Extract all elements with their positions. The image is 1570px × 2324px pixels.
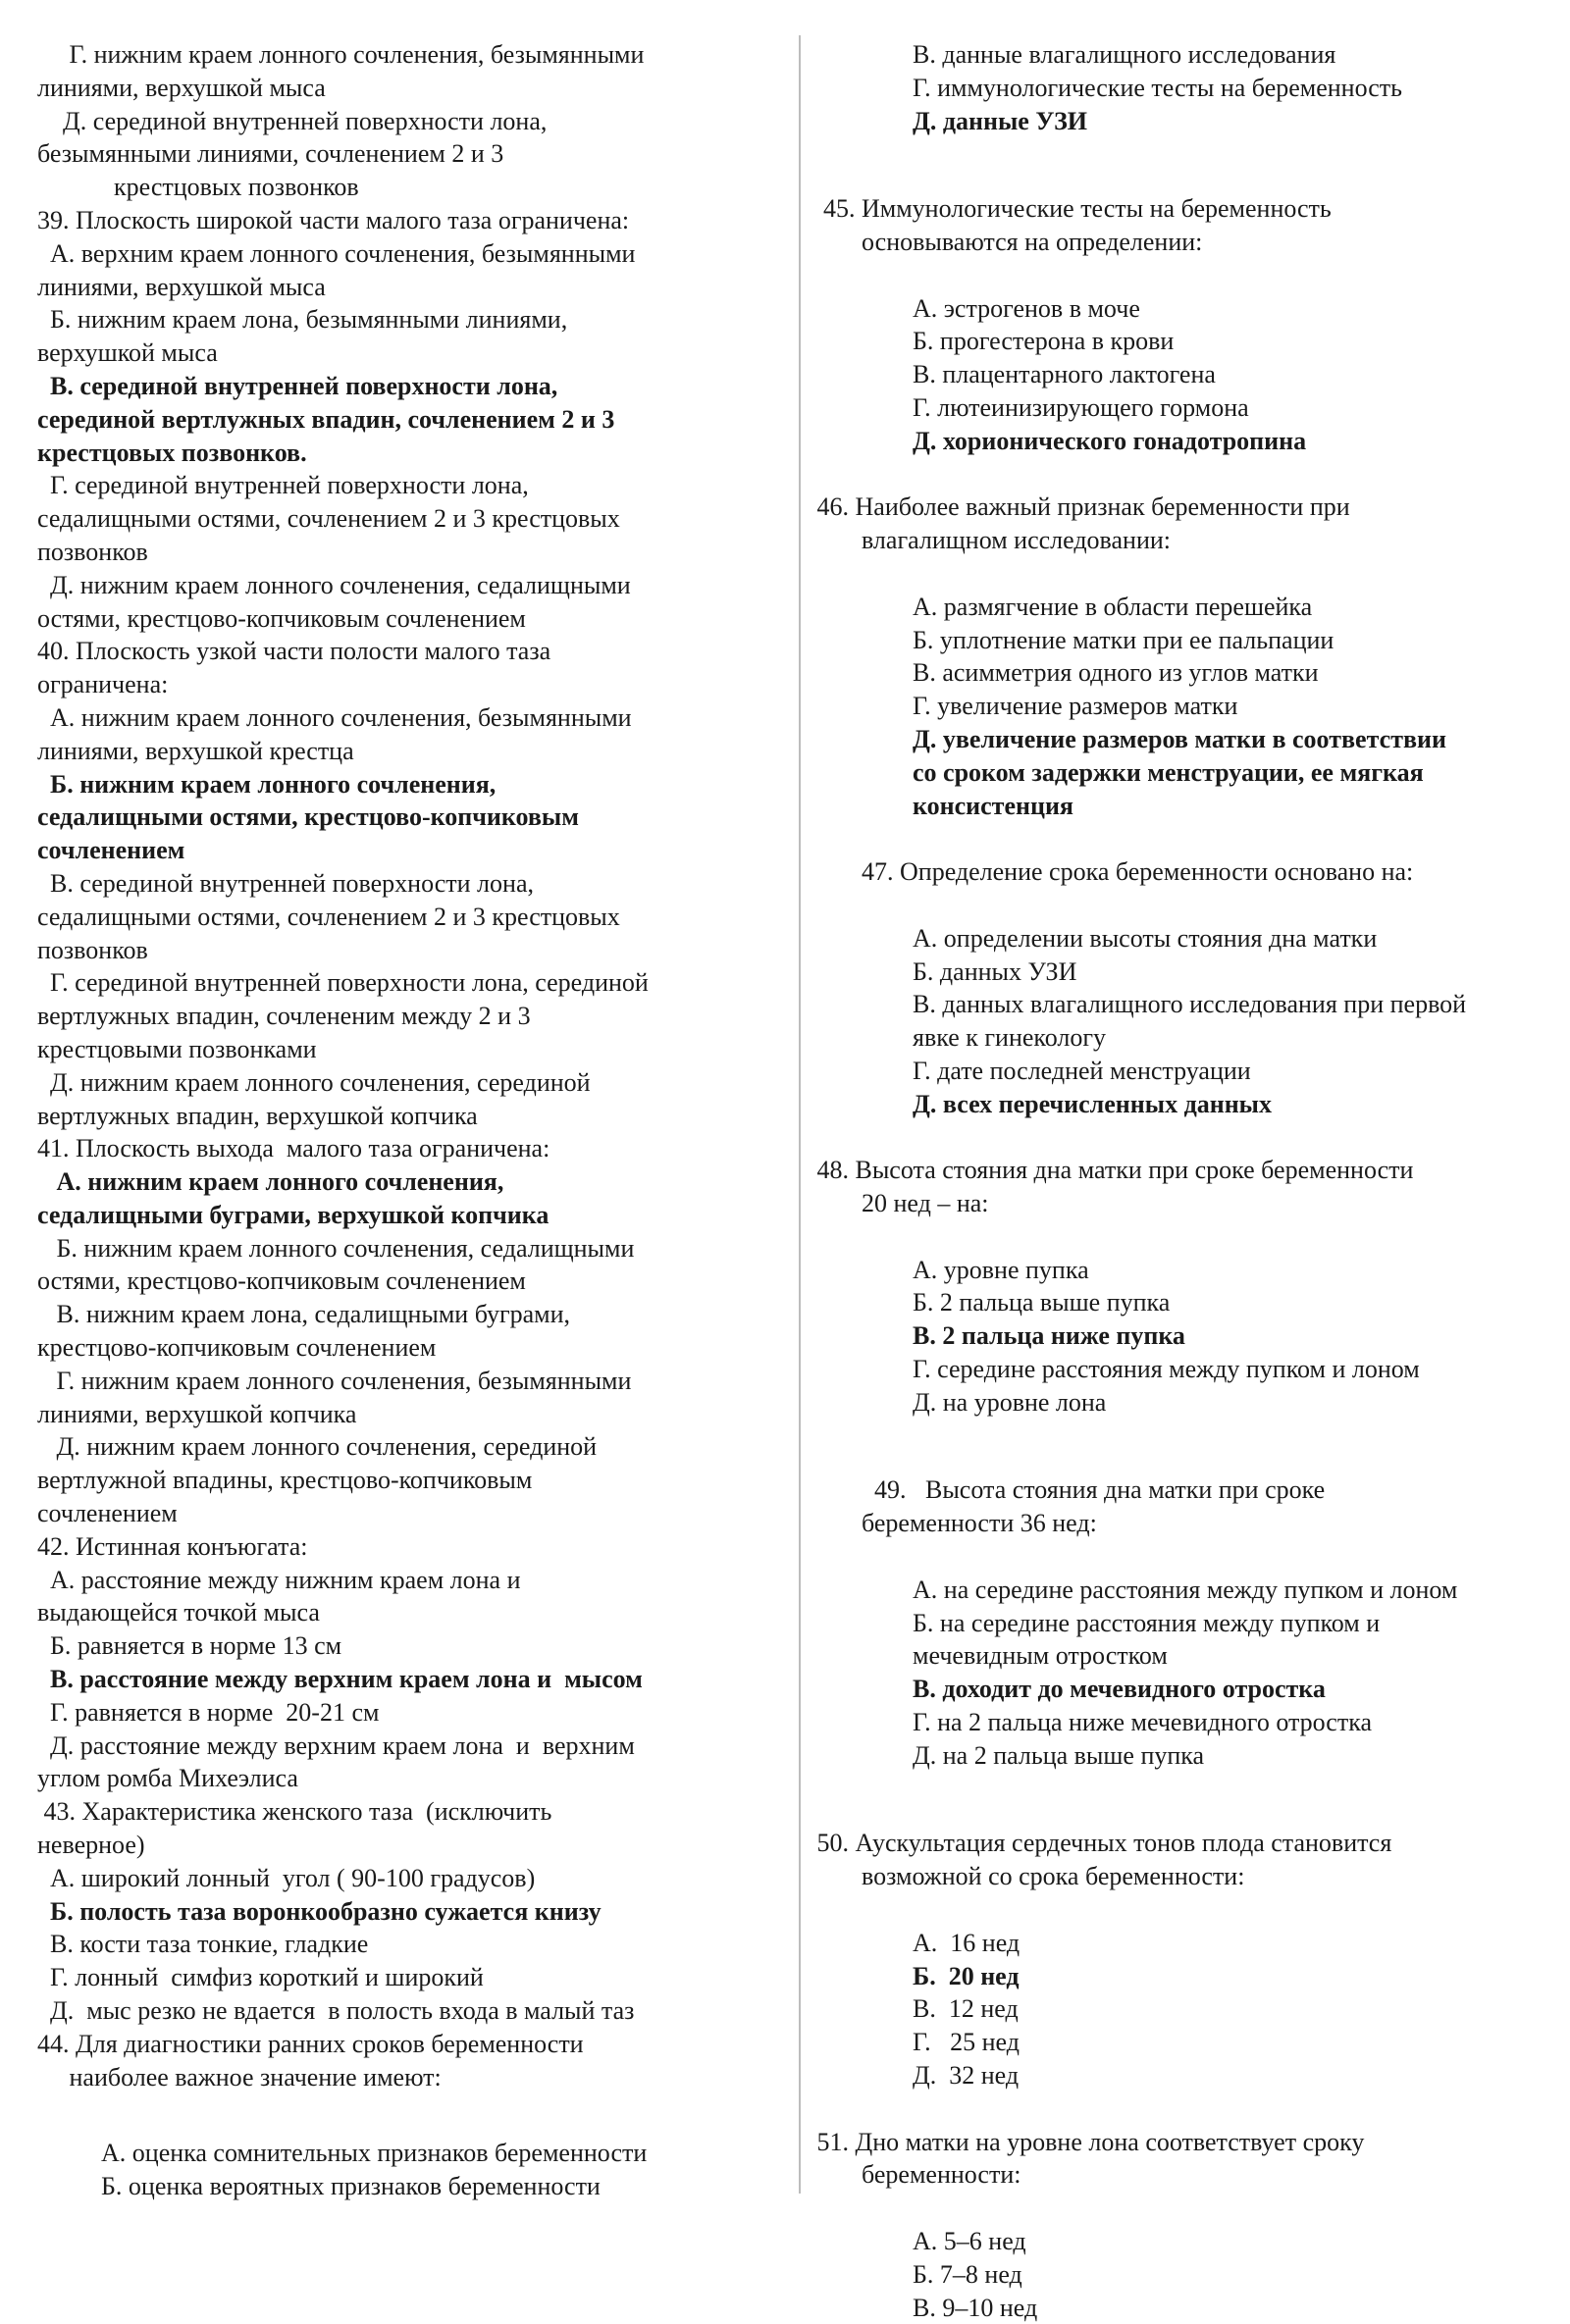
text-line: Б. полость таза воронкообразно сужается книзу	[37, 1896, 602, 1926]
blank-line	[811, 1540, 1570, 1574]
text-line: Б. уплотнение матки при ее пальпации	[811, 625, 1334, 654]
blank-line	[811, 557, 1570, 591]
text-line: остями, крестцово-копчиковым сочленением	[37, 1266, 526, 1296]
text-line: линиями, верхушкой мыса	[37, 272, 326, 301]
text-line: Б. нижним краем лонного сочленения, седалищными	[37, 1233, 635, 1263]
text-line: влагалищном исследовании:	[811, 526, 1171, 555]
text-line: выдающейся точкой мыса	[37, 1598, 320, 1627]
text-line: Д. нижним краем лонного сочленения, седалищными	[37, 570, 631, 599]
column-divider	[799, 35, 801, 2194]
text-line: А. широкий лонный угол ( 90-100 градусов)	[37, 1863, 536, 1892]
text-line: Д. увеличение размеров матки в соответствии	[811, 724, 1446, 753]
text-line: Д. нижним краем лонного сочленения, серединой	[37, 1432, 598, 1462]
text-line: Г. дате последней менструации	[811, 1056, 1251, 1085]
text-line: Г. лютеинизирующего гормона	[811, 392, 1249, 422]
text-line: В. нижним краем лона, седалищными буграми,	[37, 1300, 571, 1329]
text-line: серединой вертлужных впадин, сочленением 2 и 3	[37, 404, 615, 434]
text-line: вертлужной впадины, крестцово-копчиковым	[37, 1466, 533, 1495]
text-line: Д. мыс резко не вдается в полость входа в малый таз	[37, 1996, 635, 2026]
text-line: линиями, верхушкой крестца	[37, 736, 354, 765]
text-line: В. расстояние между верхним краем лона и мысом	[37, 1665, 643, 1694]
text-line: Д. расстояние между верхним краем лона и верхним	[37, 1730, 635, 1760]
text-line: В. 12 нед	[811, 1994, 1019, 2024]
text-line: Б. 20 нед	[811, 1961, 1020, 1990]
blank-line	[811, 2092, 1570, 2126]
text-line: 44. Для диагностики ранних сроков беременности	[37, 2029, 584, 2058]
text-line: седалищными остями, крестцово-копчиковым	[37, 802, 579, 832]
text-line: Д. нижним краем лонного сочленения, серединой	[37, 1067, 591, 1097]
blank-line	[811, 822, 1570, 855]
text-line: Б. прогестерона в крови	[811, 327, 1175, 356]
text-line: 41. Плоскость выхода малого таза ограничена:	[37, 1134, 550, 1163]
text-line: Г. равняется в норме 20-21 см	[37, 1697, 380, 1727]
text-line: В. доходит до мечевидного отростка	[811, 1675, 1326, 1704]
text-line: вертлужных впадин, сочлененим между 2 и 3	[37, 1002, 531, 1031]
text-line: А. расстояние между нижним краем лона и	[37, 1565, 521, 1594]
blank-line	[811, 2192, 1570, 2225]
text-line: Д. серединой внутренней поверхности лона,	[37, 106, 548, 135]
text-line: А. уровне пупка	[811, 1255, 1089, 1284]
text-line: седалищными остями, сочленением 2 и 3 крестцовых	[37, 504, 620, 534]
text-line: позвонков	[37, 537, 148, 566]
text-line: 43. Характеристика женского таза (исключить	[37, 1797, 552, 1827]
text-line: Б. данных УЗИ	[811, 956, 1077, 986]
text-line: В. серединой внутренней поверхности лона,	[37, 868, 534, 898]
text-line: 48. Высота стояния дна матки при сроке беременности	[811, 1156, 1414, 1185]
text-line: Б. 2 пальца выше пупка	[811, 1288, 1171, 1317]
text-line: со сроком задержки менструации, ее мягкая	[811, 757, 1424, 787]
text-line: Г. увеличение размеров матки	[811, 692, 1238, 721]
text-line: вертлужных впадин, верхушкой копчика	[37, 1101, 478, 1130]
text-line: В. данные влагалищного исследования	[811, 40, 1336, 69]
text-line: консистенция	[811, 791, 1073, 820]
text-line: В. плацентарного лактогена	[811, 360, 1216, 389]
text-line: А. размягчение в области перешейка	[811, 592, 1313, 621]
blank-line	[37, 2093, 790, 2137]
text-line: Б. нижним краем лонного сочленения,	[37, 769, 497, 799]
text-line: верхушкой мыса	[37, 338, 218, 368]
text-line: Д. на 2 пальца выше пупка	[811, 1740, 1205, 1770]
text-line: Г. иммунологические тесты на беременность	[811, 73, 1403, 102]
text-line: Г. серединой внутренней поверхности лона, серединой	[37, 968, 649, 998]
text-line: линиями, верхушкой мыса	[37, 73, 326, 102]
text-line: Г. нижним краем лонного сочленения, безымянными	[37, 1366, 632, 1395]
right-column	[811, 0, 1570, 2322]
text-line: седалищными остями, сочленением 2 и 3 крестцовых	[37, 902, 620, 931]
text-line: линиями, верхушкой копчика	[37, 1399, 357, 1428]
text-line: безымянными линиями, сочленением 2 и 3	[37, 139, 504, 169]
text-line: 50. Аускультация сердечных тонов плода становится	[811, 1829, 1392, 1858]
text-line: Г. середине расстояния между пупком и лоном	[811, 1355, 1420, 1384]
text-line: А. определении высоты стояния дна матки	[811, 923, 1378, 953]
text-line: Г. лонный симфиз короткий и широкий	[37, 1963, 484, 1992]
text-line: явке к гинекологу	[811, 1023, 1107, 1053]
text-line: 20 нед – на:	[811, 1189, 989, 1218]
text-line: сочленением	[37, 836, 185, 865]
text-line: А. нижним краем лонного сочленения, безымянными	[37, 702, 632, 732]
text-line: В. кости таза тонкие, гладкие	[37, 1930, 369, 1959]
text-line: А. эстрогенов в моче	[811, 293, 1140, 323]
text-line: Г. на 2 пальца ниже мечевидного отростка	[811, 1708, 1372, 1737]
text-line: Б. нижним краем лона, безымянными линиями,	[37, 305, 568, 335]
text-line: наиболее важное значение имеют:	[37, 2062, 442, 2092]
text-line: возможной со срока беременности:	[811, 1862, 1245, 1891]
blank-line	[811, 259, 1570, 292]
text-line: Г. нижним краем лонного сочленения, безымянными	[37, 40, 645, 69]
text-line: 40. Плоскость узкой части полости малого таза	[37, 637, 551, 666]
text-line: неверное)	[37, 1831, 145, 1860]
text-line: Б. равняется в норме 13 см	[37, 1631, 342, 1661]
text-line: А. 5–6 нед	[811, 2227, 1026, 2255]
text-line: В. серединой внутренней поверхности лона,	[37, 371, 558, 400]
blank-line	[811, 889, 1570, 922]
text-line: Д. 32 нед	[811, 2061, 1020, 2091]
text-line: Д. хорионического гонадотропина	[811, 426, 1307, 455]
text-line: Г. 25 нед	[811, 2028, 1020, 2057]
text-line: А. верхним краем лонного сочленения, безымянными	[37, 238, 636, 268]
text-line: 46. Наиболее важный признак беременности при	[811, 492, 1350, 522]
text-line: 39. Плоскость широкой части малого таза ограничена:	[37, 205, 630, 234]
text-line: Д. данные УЗИ	[811, 106, 1088, 135]
text-line: 49. Высота стояния дна матки при сроке	[811, 1475, 1326, 1505]
text-line: Д. всех перечисленных данных	[811, 1089, 1272, 1118]
text-line: А. 16 нед	[811, 1928, 1020, 1957]
text-line: углом ромба Михеэлиса	[37, 1764, 298, 1793]
text-line: остями, крестцово-копчиковым сочленением	[37, 603, 526, 633]
text-line: сочленением	[37, 1499, 178, 1528]
text-line: А. оценка сомнительных признаков беременности	[37, 2139, 648, 2168]
blank-line	[811, 137, 1570, 192]
text-line: крестцовых позвонков	[37, 173, 359, 202]
text-line: А. нижним краем лонного сочленения,	[37, 1167, 504, 1197]
text-line: крестцовых позвонков.	[37, 438, 307, 467]
text-line: В. 2 пальца ниже пупка	[811, 1321, 1185, 1351]
text-line: беременности:	[811, 2160, 1021, 2190]
text-line: позвонков	[37, 935, 148, 964]
blank-line	[811, 458, 1570, 491]
text-line: мечевидным отростком	[811, 1641, 1168, 1671]
text-line: В. данных влагалищного исследования при первой	[811, 990, 1467, 1019]
text-line: Б. 7–8 нед	[811, 2259, 1022, 2289]
text-line: Д. на уровне лона	[811, 1387, 1107, 1417]
text-line: 42. Истинная конъюгата:	[37, 1531, 308, 1561]
text-line: А. на середине расстояния между пупком и лоном	[811, 1575, 1458, 1604]
text-line: крестцово-копчиковым сочленением	[37, 1333, 437, 1363]
blank-line	[811, 1893, 1570, 1927]
text-line: беременности 36 нед:	[811, 1509, 1097, 1538]
text-line: 51. Дно матки на уровне лона соответствует сроку	[811, 2127, 1365, 2156]
text-line: Б. оценка вероятных признаков беременности	[37, 2172, 601, 2200]
text-line: седалищными буграми, верхушкой копчика	[37, 1200, 550, 1229]
blank-line	[811, 1121, 1570, 1155]
text-line: 47. Определение срока беременности основано на:	[811, 857, 1414, 887]
text-line: Б. на середине расстояния между пупком и	[811, 1608, 1381, 1637]
text-line: 45. Иммунологические тесты на беременность	[811, 194, 1332, 224]
blank-line	[811, 1220, 1570, 1254]
blank-line	[811, 1773, 1570, 1828]
text-line: ограничена:	[37, 670, 169, 699]
text-line: основываются на определении:	[811, 227, 1203, 256]
text-line: В. 9–10 нед	[811, 2293, 1038, 2322]
left-column	[0, 0, 790, 2219]
text-line: В. асимметрия одного из углов матки	[811, 658, 1319, 688]
blank-line	[811, 1420, 1570, 1474]
text-line: Г. серединой внутренней поверхности лона,	[37, 471, 529, 500]
text-line: крестцовыми позвонками	[37, 1034, 317, 1063]
